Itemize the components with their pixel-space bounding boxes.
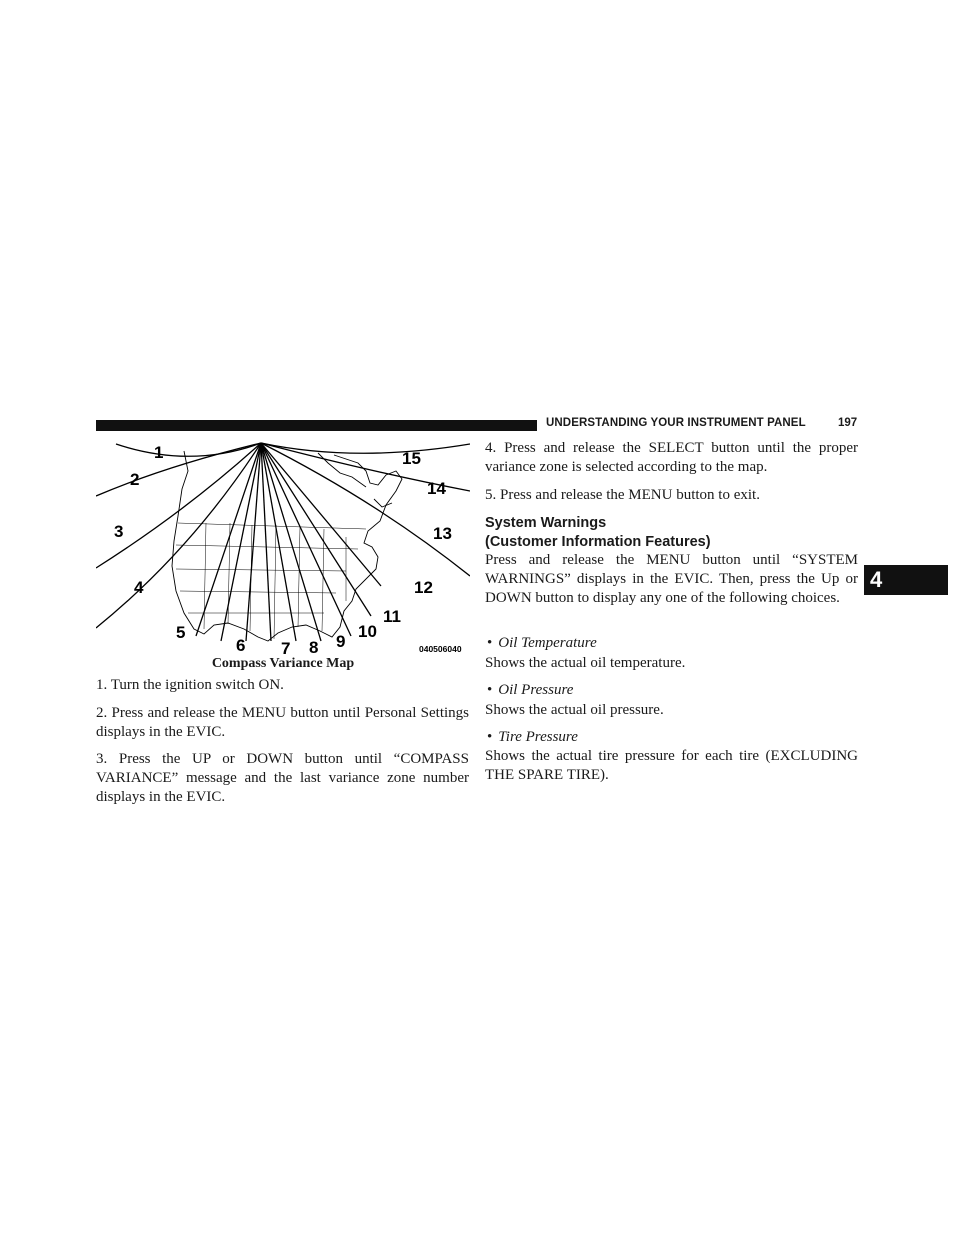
section-heading — [485, 514, 711, 552]
zone-label-12: 12 — [414, 578, 433, 597]
bullet-title: Tire Pressure — [498, 729, 578, 745]
compass-variance-map — [96, 441, 470, 656]
zone-label-2: 2 — [130, 470, 140, 489]
system-warnings-intro: Press and release the MENU button until “SYSTEM WARNINGS” displays in the EVIC. Then, press the Up or DOWN button to display any one of the following choices. — [485, 552, 858, 606]
zone-label-9: 9 — [336, 632, 346, 651]
zone-label-14: 14 — [427, 479, 446, 498]
zone-label-1: 1 — [154, 443, 164, 462]
figure-caption: Compass Variance Map — [211, 656, 355, 671]
zone-label-6: 6 — [236, 636, 246, 655]
bullet-tire-pressure: • Tire Pressure — [487, 729, 578, 745]
zone-label-13: 13 — [433, 524, 452, 543]
zone-label-11: 11 — [383, 607, 401, 626]
step-5: 5. Press and release the MENU button to exit. — [485, 487, 760, 503]
step-1: 1. Turn the ignition switch ON. — [96, 677, 284, 693]
section-heading-line-1: System Warnings — [485, 515, 607, 531]
step-2: 2. Press and release the MENU button until Personal Settings displays in the EVIC. — [96, 705, 469, 740]
chapter-tab: 4 — [864, 565, 948, 595]
bullet-description: Shows the actual oil temperature. — [485, 655, 686, 671]
section-heading-line-2: (Customer Information Features) — [485, 534, 711, 550]
zone-label-7: 7 — [281, 639, 291, 656]
zone-label-5: 5 — [176, 623, 186, 642]
bullet-title: Oil Pressure — [498, 682, 574, 698]
zone-label-10: 10 — [358, 622, 377, 641]
figure-code: 040506040 — [419, 644, 462, 654]
zone-label-15: 15 — [402, 449, 421, 468]
step-3: 3. Press the UP or DOWN button until “COMPASS VARIANCE” message and the last variance zone number displays in the EVIC. — [96, 751, 469, 805]
step-4: 4. Press and release the SELECT button until the proper variance zone is selected according to the map. — [485, 440, 858, 475]
bullet-title: Oil Temperature — [498, 635, 597, 651]
zone-label-3: 3 — [114, 522, 124, 541]
bullet-description: Shows the actual tire pressure for each tire (EXCLUDING THE SPARE TIRE). — [485, 748, 858, 783]
zone-label-4: 4 — [134, 578, 144, 597]
section-header-title: UNDERSTANDING YOUR INSTRUMENT PANEL — [546, 417, 806, 429]
bullet-oil-temperature: • Oil Temperature — [487, 635, 597, 651]
bullet-description: Shows the actual oil pressure. — [485, 702, 664, 718]
zone-label-8: 8 — [309, 638, 319, 656]
bullet-oil-pressure: • Oil Pressure — [487, 682, 574, 698]
page-number: 197 — [838, 417, 858, 429]
header-rule — [96, 420, 537, 431]
